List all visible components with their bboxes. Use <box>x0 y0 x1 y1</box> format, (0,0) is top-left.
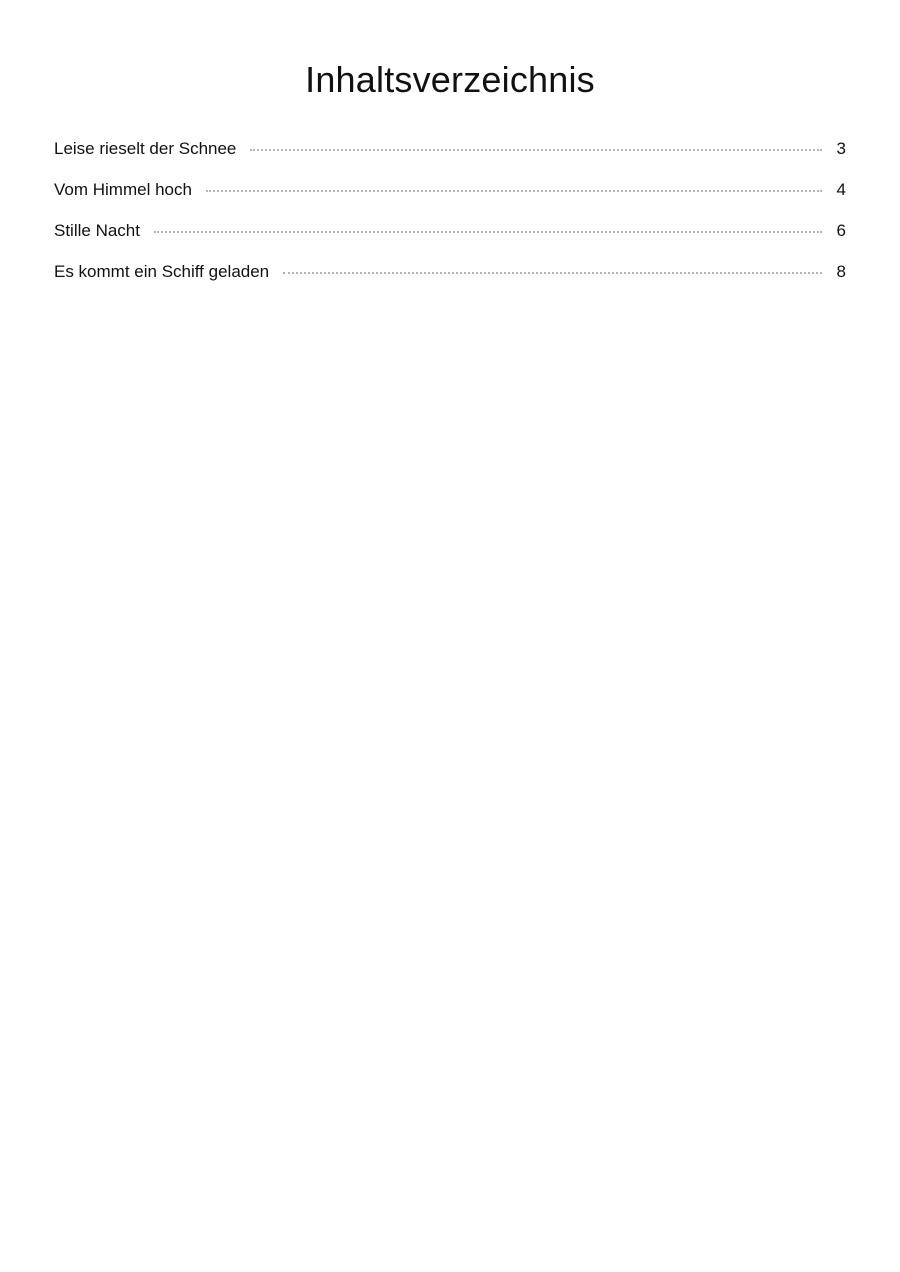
toc-entry-page-number: 8 <box>836 262 846 281</box>
toc-entry-title: Leise rieselt der Schnee <box>54 139 237 158</box>
page-title: Inhaltsverzeichnis <box>305 59 595 100</box>
toc-entry-vom-himmel-hoch[interactable] <box>54 179 846 220</box>
toc-entry-page-number: 4 <box>836 180 846 199</box>
toc-dot-leader <box>206 190 822 192</box>
toc-entry-title: Vom Himmel hoch <box>54 180 192 199</box>
toc-entry-stille-nacht[interactable] <box>54 220 846 261</box>
table-of-contents <box>54 138 846 302</box>
toc-entry-title: Es kommt ein Schiff geladen <box>54 262 270 281</box>
toc-entry-page-number: 6 <box>836 221 846 240</box>
toc-dot-leader <box>154 231 822 233</box>
toc-dot-leader <box>283 272 822 274</box>
toc-entry-page-number: 3 <box>836 139 846 158</box>
toc-entry-title: Stille Nacht <box>54 221 140 240</box>
toc-dot-leader <box>250 149 822 151</box>
toc-entry-leise-rieselt-der-schnee[interactable] <box>54 138 846 179</box>
toc-entry-es-kommt-ein-schiff-geladen[interactable] <box>54 261 846 302</box>
